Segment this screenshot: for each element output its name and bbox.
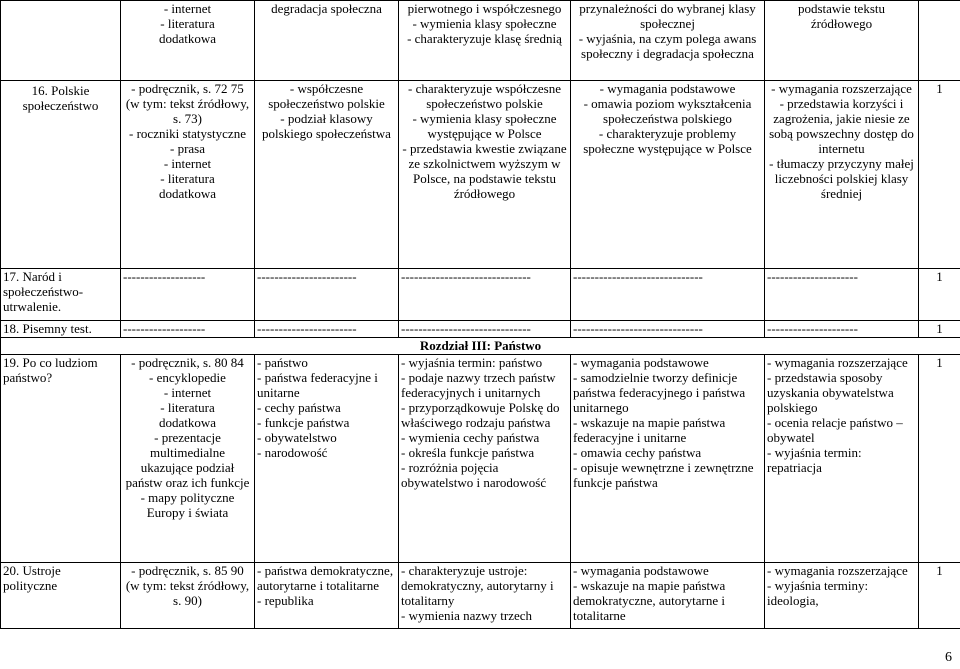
basic-requirements-cell: - charakteryzuje ustroje: demokratyczny, autorytarny i totalitarny - wymienia nazwy trzech [399,563,571,629]
hours-cell: 1 [919,355,960,563]
content-cell: ----------------------- [255,321,399,338]
sources-cell: - podręcznik, s. 72 75 (w tym: tekst źródłowy, s. 73) - roczniki statystyczne - prasa - internet - literatura dodatkowa [121,81,255,269]
topic-cell [1,1,121,81]
sources-cell: ------------------- [121,269,255,321]
sources-cell: - internet - literatura dodatkowa [121,1,255,81]
basic-requirements-cell: ------------------------------ [399,269,571,321]
content-cell: degradacja społeczna [255,1,399,81]
topic-cell: 16. Polskie społeczeństwo [1,81,121,269]
sources-cell: - podręcznik, s. 80 84 - encyklopedie - internet - literatura dodatkowa - prezentacje multimedialne ukazujące podział państw oraz ich funkcje - mapy polityczne Europy i świata [121,355,255,563]
basic-requirements-cell: - charakteryzuje współczesne społeczeństwo polskie - wymienia klasy społeczne występujące w Polsce - przedstawia kwestie związane ze szkolnictwem wyższym w Polsce, na podstawie tekstu źródłowego [399,81,571,269]
basic-requirements-cell: pierwotnego i współczesnego - wymienia klasy społeczne - charakteryzuje klasę średnią [399,1,571,81]
extended-requirements-cell: - wymagania rozszerzające - przedstawia sposoby uzyskania obywatelstwa polskiego - ocenia relacje państwo –obywatel - wyjaśnia termin: repatriacja [765,355,919,563]
extended-basic-cell: - wymagania podstawowe - omawia poziom wykształcenia społeczeństwa polskiego - charakteryzuje problemy społeczne występujące w Polsce [571,81,765,269]
table-row [1,1,960,81]
sources-cell: - podręcznik, s. 85 90 (w tym: tekst źródłowy, s. 90) [121,563,255,629]
extended-requirements-cell: --------------------- [765,321,919,338]
table-row [1,321,960,338]
section-title: Rozdział III: Państwo [1,338,960,355]
hours-cell: 1 [919,321,960,338]
extended-requirements-cell: --------------------- [765,269,919,321]
sources-cell: ------------------- [121,321,255,338]
extended-basic-cell: przynależności do wybranej klasy społecznej - wyjaśnia, na czym polega awans społeczny i degradacja społeczna [571,1,765,81]
topic-cell: 20. Ustroje polityczne [1,563,121,629]
table-row [1,269,960,321]
table-row [1,355,960,563]
hours-cell: 1 [919,269,960,321]
topic-cell: 18. Pisemny test. [1,321,121,338]
table-row [1,81,960,269]
extended-basic-cell: ------------------------------ [571,269,765,321]
extended-basic-cell: - wymagania podstawowe - samodzielnie tworzy definicje państwa federacyjnego i państwa unitarnego - wskazuje na mapie państwa federacyjne i unitarne - omawia cechy państwa - opisuje wewnętrzne i zewnętrzne funkcje państwa [571,355,765,563]
table-row [1,563,960,629]
section-header-row [1,338,960,355]
content-cell: - państwa demokratyczne, autorytarne i totalitarne - republika [255,563,399,629]
extended-requirements-cell: - wymagania rozszerzające - wyjaśnia terminy: ideologia, [765,563,919,629]
content-cell: - państwo - państwa federacyjne i unitarne - cechy państwa - funkcje państwa - obywatelstwo - narodowość [255,355,399,563]
hours-cell: 1 [919,81,960,269]
extended-basic-cell: ------------------------------ [571,321,765,338]
content-cell: ----------------------- [255,269,399,321]
topic-cell: 17. Naród i społeczeństwo-utrwalenie. [1,269,121,321]
topic-cell: 19. Po co ludziom państwo? [1,355,121,563]
hours-cell: 1 [919,563,960,629]
hours-cell [919,1,960,81]
content-cell: - współczesne społeczeństwo polskie - podział klasowy polskiego społeczeństwa [255,81,399,269]
extended-basic-cell: - wymagania podstawowe - wskazuje na mapie państwa demokratyczne, autorytarne i totalitarne [571,563,765,629]
extended-requirements-cell: podstawie tekstu źródłowego [765,1,919,81]
basic-requirements-cell: ------------------------------ [399,321,571,338]
extended-requirements-cell: - wymagania rozszerzające - przedstawia korzyści i zagrożenia, jakie niesie ze sobą powszechny dostęp do internetu - tłumaczy przyczyny małej liczebności polskiej klasy średniej [765,81,919,269]
basic-requirements-cell: - wyjaśnia termin: państwo - podaje nazwy trzech państw federacyjnych i unitarnych - przyporządkowuje Polskę do właściwego rodzaju państwa - wymienia cechy państwa - określa funkcje państwa - rozróżnia pojęcia obywatelstwo i narodowość [399,355,571,563]
page-number: 6 [945,650,952,665]
